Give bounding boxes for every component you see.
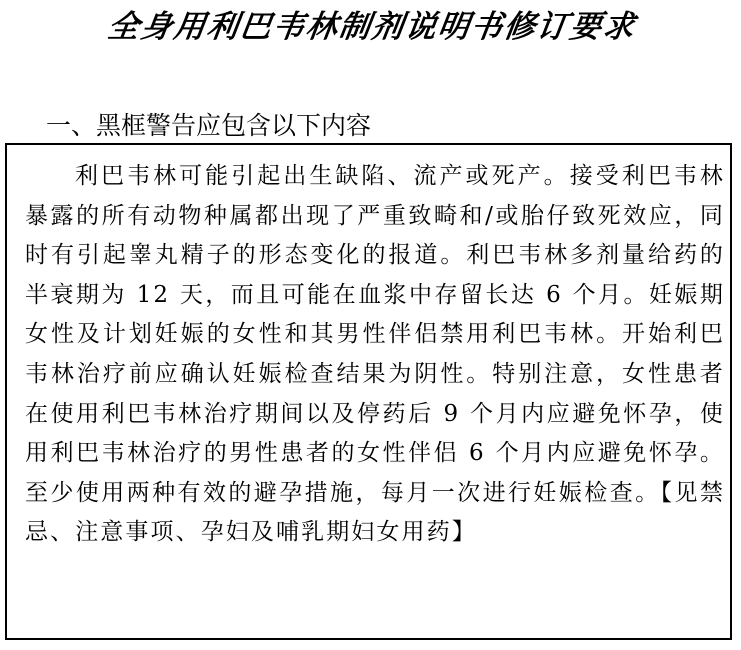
document-title: 全身用利巴韦林制剂说明书修订要求 bbox=[105, 9, 639, 45]
boxed-warning-text: 利巴韦林可能引起出生缺陷、流产或死产。接受利巴韦林暴露的所有动物种属都出现了严重致畸和/或胎仔致死效应，同时有引起睾丸精子的形态变化的报道。利巴韦林多剂量给药的半衰期为 12 天，而且可能在血浆中存留长达 6 个月。妊娠期女性及计划妊娠的女性和其男性伴侣禁用利巴韦林。开始利巴韦林治疗前应确认妊娠检查结果为阴性。特别注意，女性患者在使用利巴韦林治疗期间以及停药后 9 个月内应避免怀孕，使用利巴韦林治疗的男性患者的女性伴侣 6 个月内应避免怀孕。至少使用两种有效的避孕措施，每月一次进行妊娠检查。【见禁忌、注意事项、孕妇及哺乳期妇女用药】 bbox=[25, 163, 725, 546]
section-heading: 一、黑框警告应包含以下内容 bbox=[46, 111, 372, 140]
boxed-warning bbox=[5, 143, 732, 640]
